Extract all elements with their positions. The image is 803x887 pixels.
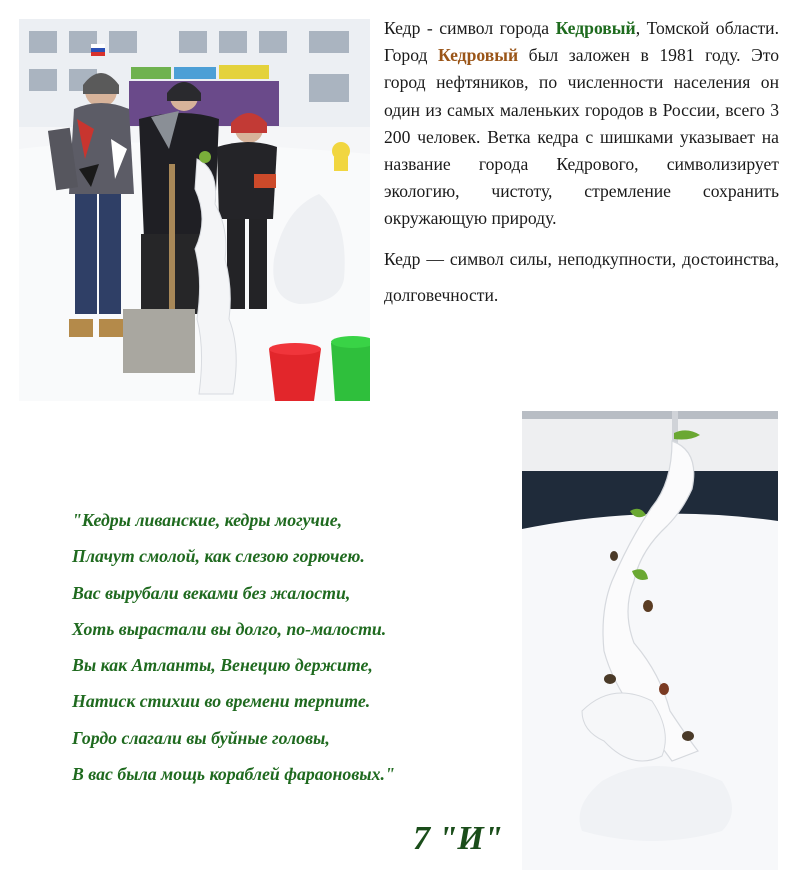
city-description	[384, 15, 779, 313]
poem-line: Вы как Атланты, Венецию держите,	[72, 655, 373, 676]
photo-students-snow-cedar	[19, 19, 370, 401]
description-paragraph-1	[384, 15, 779, 233]
poem-line: Натиск стихии во времени терпите.	[72, 691, 371, 712]
poem-line: "Кедры ливанские, кедры могучие,	[72, 510, 343, 530]
poem-line: Плачут смолой, как слезою горючею.	[72, 546, 365, 567]
desc-text-intro: Кедр - символ города	[384, 18, 556, 38]
poem-line: Вас вырубали веками без жалости,	[72, 582, 351, 603]
photo-cedar-illustration	[522, 411, 778, 870]
description-paragraph-2: Кедр — символ силы, неподкупности, достоинства, долговечности.	[384, 248, 779, 305]
city-name-brown: Кедровый	[438, 45, 519, 66]
cedar-poem	[72, 502, 512, 792]
desc-text-region: , Томской области. Город	[384, 18, 780, 66]
poem-line: В вас была мощь кораблей фараоновых."	[72, 764, 395, 785]
class-signature: 7 "И"	[413, 820, 503, 857]
city-name-green: Кедровый	[555, 18, 636, 38]
desc-text-body: был заложен в 1981 году. Это город нефтяников, по численности населения он один из самых маленьких городов в России, всего 3 200 человек. Ветка кедра с шишками указывает на название города Кедрового, символизирует экологию, чистоту, стремление сохранить окружающую природу.	[384, 45, 779, 229]
photo-students-illustration	[19, 19, 370, 401]
photo-snow-cedar-closeup	[522, 411, 778, 870]
poem-line: Хоть вырастали вы долго, по-малости.	[72, 618, 387, 639]
poem-line: Гордо слагали вы буйные головы,	[72, 727, 330, 748]
